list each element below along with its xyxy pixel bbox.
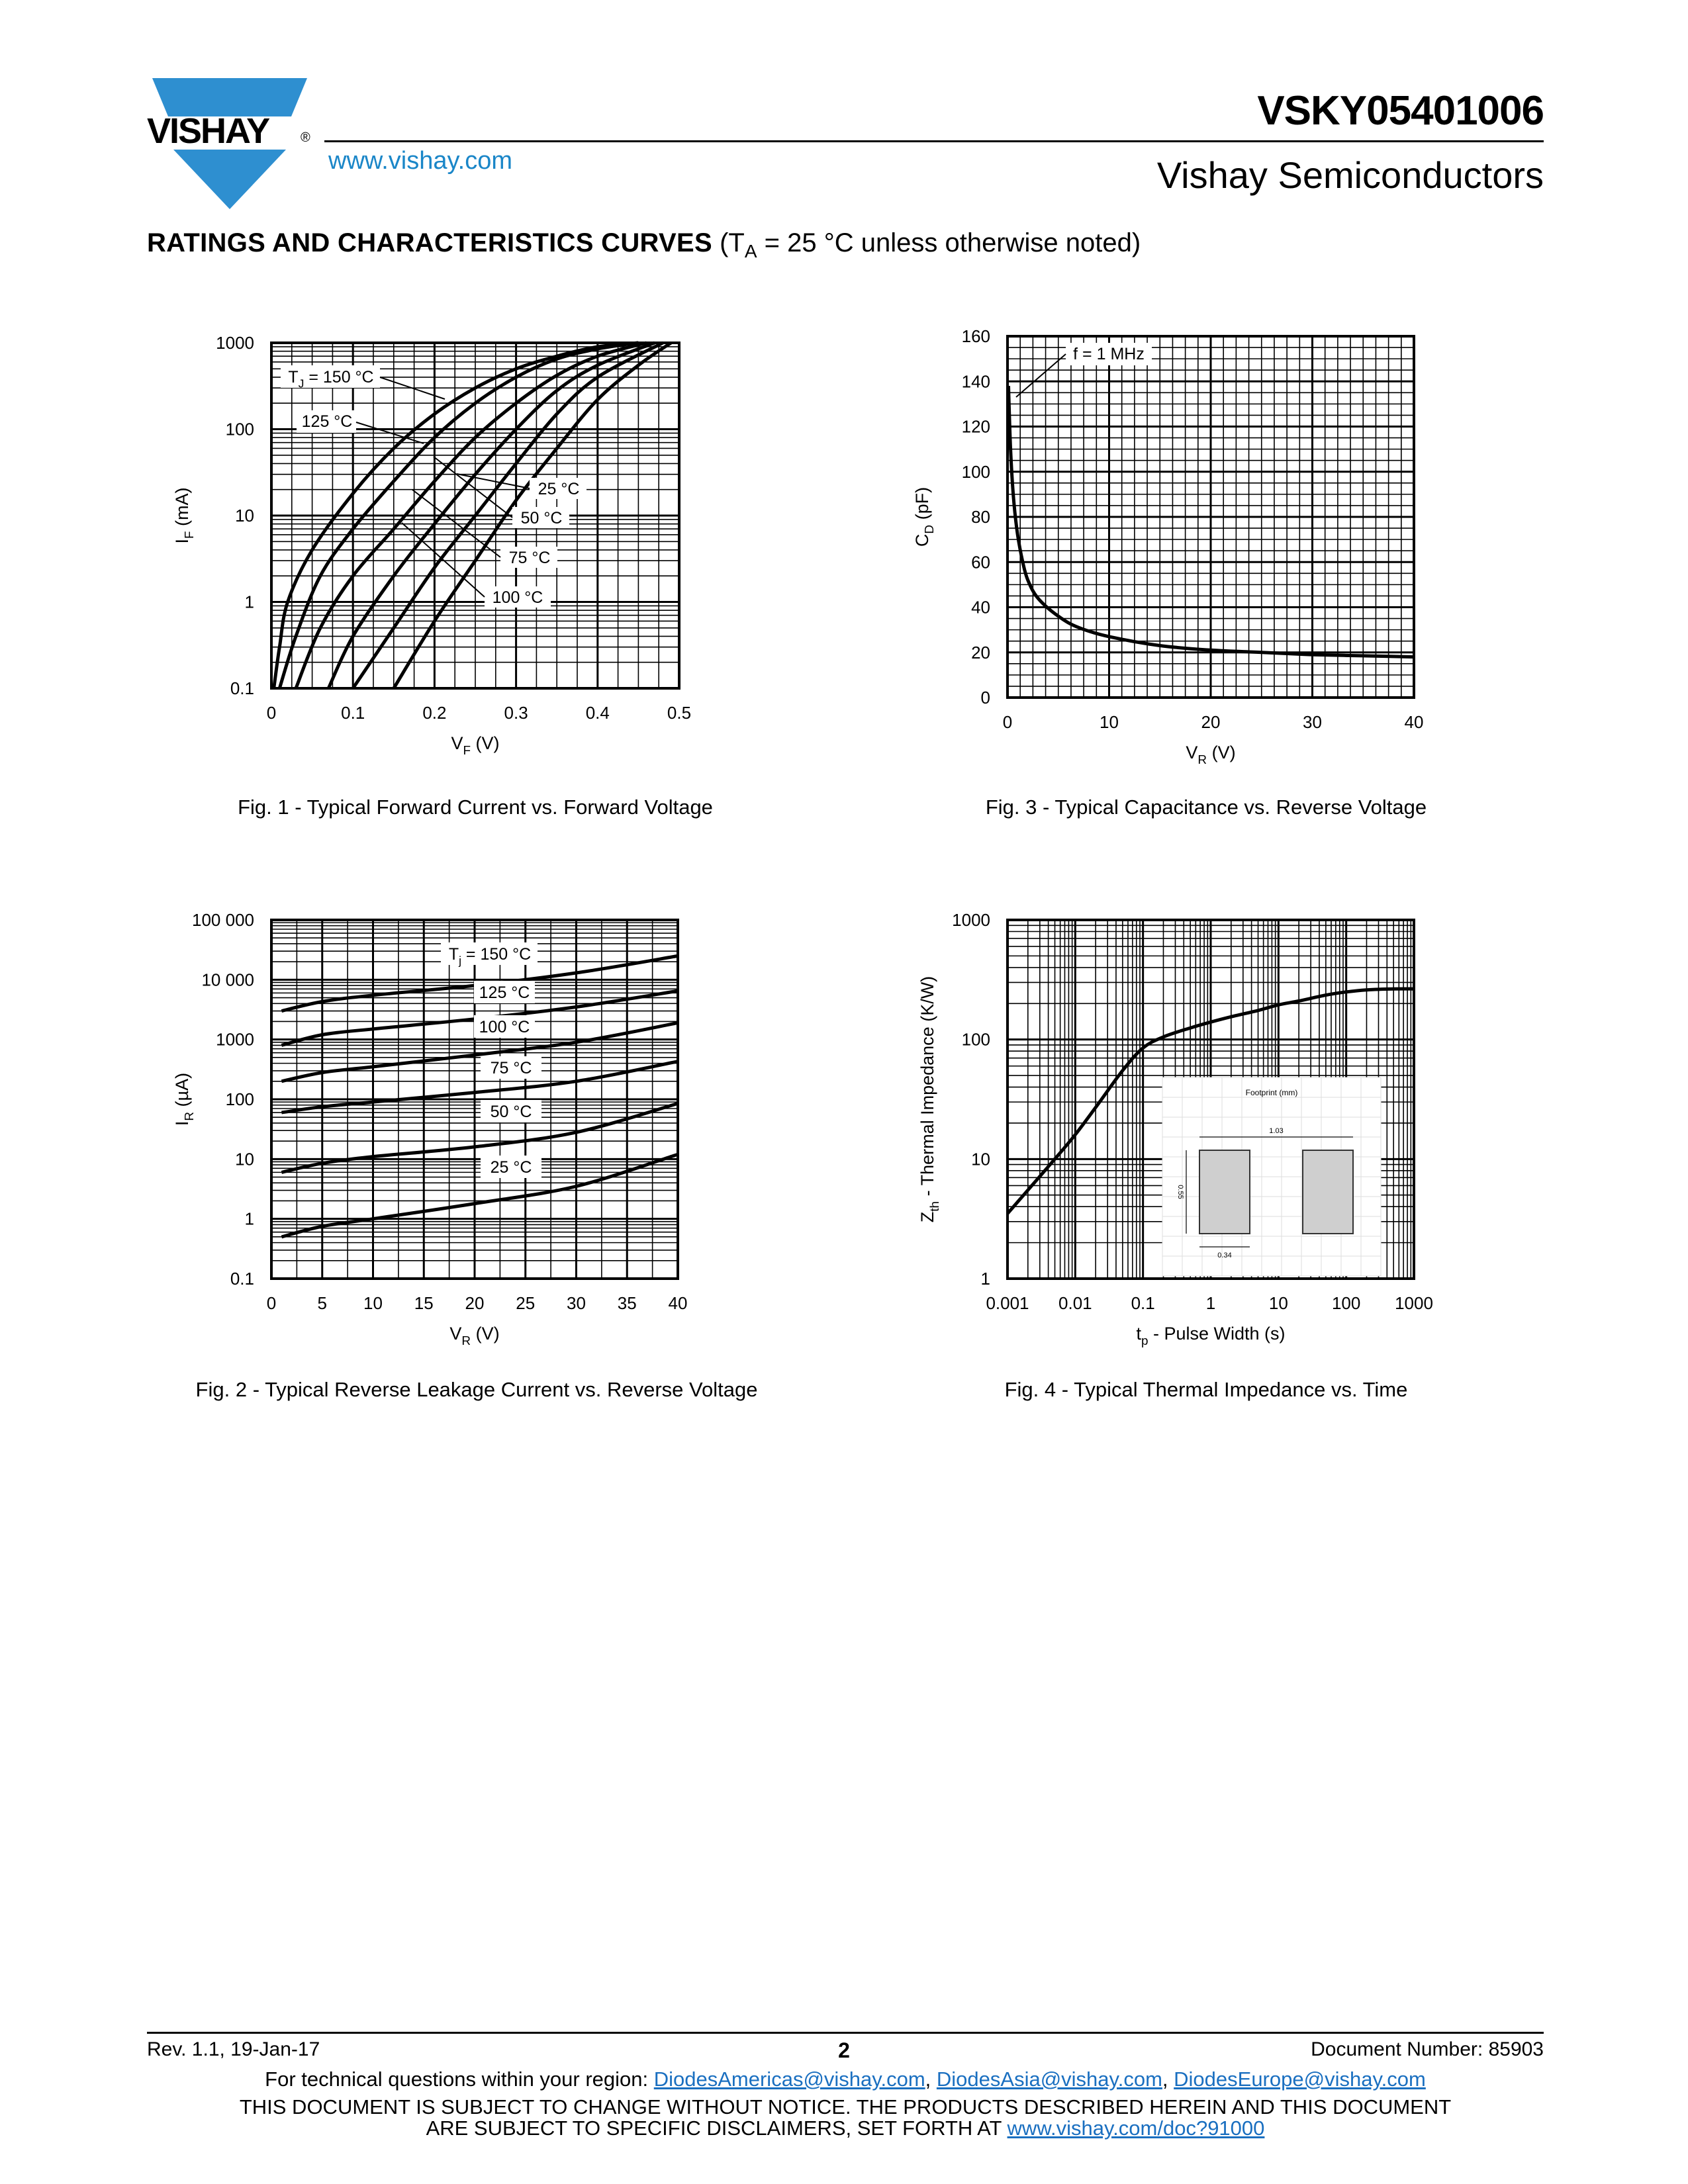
fig2-xtick-label: 25: [516, 1293, 536, 1313]
contact-sep-2: ,: [1162, 2068, 1174, 2091]
fig2-xtick-label: 35: [617, 1293, 637, 1313]
contact-prefix: For technical questions within your region:: [265, 2068, 654, 2091]
contact-sep-1: ,: [925, 2068, 937, 2091]
fig4-xtick-label: 1000: [1395, 1293, 1433, 1313]
page-number: 2: [838, 2038, 850, 2062]
fig1-ytick-label: 1000: [216, 333, 254, 353]
fig1-ytick-label: 10: [235, 506, 254, 525]
fig2-anno-1: 100 °C: [479, 1018, 530, 1036]
part-number-title: VSKY05401006: [1257, 88, 1544, 134]
fig2-ytick-label: 1000: [216, 1029, 254, 1050]
fig4-xtick-label: 0.001: [986, 1293, 1029, 1313]
fig3-xtick-label: 20: [1201, 712, 1221, 732]
fig1-anno-50: 50 °C: [520, 509, 563, 527]
fig3-ytick-label: 100: [961, 461, 990, 482]
fig4-inset-dim-height: 0.55: [1176, 1185, 1184, 1199]
fig3-xtick-label: 30: [1303, 712, 1322, 732]
fig1-anno-150: $T_J = 150$ °C: [288, 368, 374, 390]
fig4-xtick-label: 100: [1331, 1293, 1361, 1313]
fig1-xtick-label: 0.4: [585, 703, 610, 723]
fig2-xtick-label: 30: [567, 1293, 586, 1313]
fig4-xtick-label: 0.1: [1131, 1293, 1155, 1313]
fig3-ytick-label: 60: [971, 552, 990, 572]
fig1-ytick-label: 1: [244, 592, 254, 612]
logo-registered-mark: ®: [301, 130, 310, 145]
fig2-anno-2: 75 °C: [490, 1059, 532, 1077]
fig2-anno-3: 50 °C: [490, 1103, 532, 1121]
fig2-anno-4: 25 °C: [490, 1158, 532, 1177]
fig1-ylabel: $I_F$ (mA): [172, 487, 197, 544]
fig2-anno-150: $T_j = 150$ °C: [448, 945, 532, 968]
fig1-caption: Fig. 1 - Typical Forward Current vs. Forward Voltage: [238, 796, 713, 819]
fig1-anno-25: 25 °C: [538, 480, 580, 498]
fig2-xtick-label: 0: [266, 1293, 277, 1313]
fig1-chart: [172, 333, 691, 758]
fig4-inset-pad-left: [1199, 1150, 1250, 1234]
fig2-ytick-label: 1: [244, 1208, 254, 1229]
fig4-inset-dim-pad: 0.34: [1217, 1251, 1232, 1259]
fig3-ytick-label: 120: [961, 416, 990, 437]
fig3-ytick-label: 0: [980, 688, 990, 707]
fig4-ytick-label: 100: [961, 1029, 990, 1050]
fig4-ytick-label: 1: [980, 1269, 990, 1289]
email-americas-link[interactable]: DiodesAmericas@vishay.com: [653, 2068, 925, 2091]
fig3-xtick-label: 40: [1404, 712, 1424, 732]
fig3-ytick-label: 40: [971, 597, 990, 617]
fig3-ytick-label: 80: [971, 507, 990, 527]
disclaimer-link[interactable]: www.vishay.com/doc?91000: [1007, 2116, 1265, 2140]
fig2-xtick-label: 40: [668, 1293, 688, 1313]
fig2-ytick-label: 10: [235, 1149, 254, 1169]
fig2-anno-0: 125 °C: [479, 983, 530, 1002]
fig2-ytick-label: 0.1: [230, 1269, 254, 1289]
fig2-xtick-label: 15: [414, 1293, 434, 1313]
document-number: Document Number: 85903: [1311, 2038, 1544, 2060]
fig1-xtick-label: 0.1: [341, 703, 365, 723]
fig1-xtick-label: 0: [266, 703, 277, 723]
fig2-xlabel: $V_R$ (V): [449, 1324, 500, 1349]
notice-line-1: THIS DOCUMENT IS SUBJECT TO CHANGE WITHOUT NOTICE. THE PRODUCTS DESCRIBED HEREIN AND THIS DOCUMENT: [239, 2095, 1452, 2118]
fig4-inset-dim-width: 1.03: [1269, 1127, 1284, 1135]
fig4-xlabel: $t_p$ - Pulse Width (s): [1136, 1324, 1286, 1349]
footer-rule: [147, 2032, 1544, 2034]
notice-line-2: [147, 2116, 1544, 2140]
fig1-anno-75: 75 °C: [508, 549, 551, 567]
fig4-inset-title: Footprint (mm): [1245, 1088, 1298, 1097]
fig1-ytick-label: 0.1: [230, 678, 254, 698]
fig1-ytick-label: 100: [225, 419, 254, 439]
fig2-xtick-label: 10: [363, 1293, 383, 1313]
fig3-ytick-label: 140: [961, 371, 990, 392]
section-heading-bold: RATINGS AND CHARACTERISTICS CURVES: [147, 228, 712, 257]
contact-line: [147, 2068, 1544, 2091]
fig4-xtick-label: 1: [1205, 1293, 1216, 1313]
fig1-xtick-label: 0.5: [667, 703, 692, 723]
fig1-anno-125: 125 °C: [301, 412, 353, 431]
email-asia-link[interactable]: DiodesAsia@vishay.com: [936, 2068, 1162, 2091]
fig2-xtick-label: 20: [465, 1293, 485, 1313]
fig4-ytick-label: 1000: [952, 910, 990, 930]
fig4-ylabel: $Z_{th}$ - Thermal Impedance (K/W): [917, 976, 943, 1223]
division-name: Vishay Semiconductors: [1156, 154, 1544, 196]
fig3-xlabel: $V_R$ (V): [1186, 743, 1236, 768]
fig3-ylabel: $C_D$ (pF): [912, 486, 937, 547]
fig2-ylabel: $I_R$ (µA): [172, 1072, 197, 1126]
revision: Rev. 1.1, 19-Jan-17: [147, 2038, 320, 2060]
fig3-anno-freq: f = 1 MHz: [1073, 345, 1145, 363]
fig2-ytick-label: 10 000: [201, 970, 254, 990]
fig2-ytick-label: 100 000: [192, 910, 254, 930]
fig2-xtick-label: 5: [317, 1293, 327, 1313]
logo-wordmark: VISHAY: [147, 111, 269, 151]
fig4-chart: [917, 910, 1433, 1348]
fig2-caption: Fig. 2 - Typical Reverse Leakage Current vs. Reverse Voltage: [195, 1378, 758, 1401]
fig4-xtick-label: 10: [1268, 1293, 1288, 1313]
fig3-chart: [912, 326, 1423, 767]
fig1-xtick-label: 0.2: [422, 703, 447, 723]
fig2-ytick-label: 100: [225, 1089, 254, 1109]
fig1-xtick-label: 0.3: [504, 703, 528, 723]
fig4-ytick-label: 10: [971, 1149, 990, 1169]
fig1-anno-100: 100 °C: [492, 588, 543, 607]
fig4-caption: Fig. 4 - Typical Thermal Impedance vs. Time: [1004, 1378, 1408, 1401]
notice-line-2-text: ARE SUBJECT TO SPECIFIC DISCLAIMERS, SET FORTH AT: [426, 2116, 1008, 2140]
section-heading-rest: = 25 °C unless otherwise noted): [757, 228, 1141, 257]
section-heading-sub: A: [744, 241, 757, 261]
header-url-link[interactable]: www.vishay.com: [328, 147, 513, 175]
fig3-xtick-label: 0: [1002, 712, 1013, 732]
fig4-inset: [1162, 1077, 1381, 1276]
fig3-ytick-label: 160: [961, 326, 990, 346]
fig3-ytick-label: 20: [971, 642, 990, 662]
fig3-caption: Fig. 3 - Typical Capacitance vs. Reverse Voltage: [985, 796, 1427, 819]
fig2-chart: [172, 910, 687, 1348]
fig3-xtick-label: 10: [1100, 712, 1119, 732]
section-heading-open: (T: [720, 228, 745, 257]
email-europe-link[interactable]: DiodesEurope@vishay.com: [1174, 2068, 1426, 2091]
fig4-inset-pad-right: [1303, 1150, 1353, 1234]
fig1-xlabel: $V_F$ (V): [451, 733, 500, 758]
fig4-xtick-label: 0.01: [1058, 1293, 1092, 1313]
